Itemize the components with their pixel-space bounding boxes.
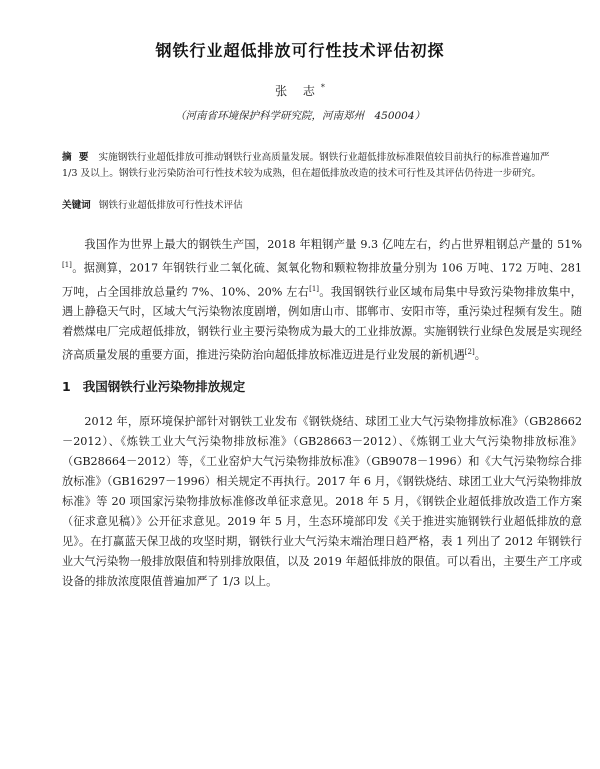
- section-heading: [62, 377, 245, 395]
- intro-paragraph: [62, 235, 582, 366]
- abstract-text: 实施钢铁行业超低排放可推动钢铁行业高质量发展。钢铁行业超低排放标准限值较目前执行的标准普遍加严 1/3 及以上。钢铁行业污染防治可行性技术较为成熟，但在超低排放改造的技术可行性及其评估仍待进一步研究。: [62, 152, 550, 179]
- intro-text-d: 。: [474, 349, 486, 363]
- keywords: [62, 198, 552, 214]
- keywords-text: 钢铁行业超低排放可行性技术评估: [98, 200, 243, 211]
- citation-ref: [1]: [309, 284, 320, 293]
- affiliation: （河南省环境保护科学研究院，河南郑州 450004）: [174, 110, 426, 122]
- citation-ref: [2]: [464, 348, 475, 357]
- section-number: 1: [62, 379, 71, 394]
- intro-text-b: 。据测算，2017 年钢铁行业二氧化硫、氮氧化物和颗粒物排放量分别为 106 万吨、172 万吨、281 万吨，占全国排放总量约 7%、10%、20% 左右: [62, 261, 582, 299]
- abstract: [62, 150, 552, 182]
- section-title: 我国钢铁行业污染物排放规定: [82, 379, 246, 394]
- author-footnote-mark: *: [320, 83, 325, 92]
- author-name: 张 志: [275, 84, 321, 98]
- keywords-label: 关键词: [62, 200, 91, 211]
- abstract-label: 摘 要: [62, 152, 91, 163]
- section1-paragraph: 2012 年，原环境保护部针对钢铁工业发布《钢铁烧结、球团工业大气污染物排放标准》（GB28662－2012）、《炼铁工业大气污染物排放标准》（GB28663－2012）、《炼钢工业大气污染物排放标准》（GB28664－2012）等，《工业窑炉大气污染物排放标准》（GB9078－1996）和《大气污染物综合排放标准》（GB16297－1996）相关规定不再执行。2017 年 6 月，《钢铁烧结、球团工业大气污染物排放标准》等 20 项国家污染物排放标准修改单征求意见。2018 年 5 月，《钢铁企业超低排放改造工作方案（征求意见稿）》公开征求意见。2019 年 5 月，生态环境部印发《关于推进实施钢铁行业超低排放的意见》。在打赢蓝天保卫战的攻坚时期，钢铁行业大气污染末端治理日趋严格，表 1 列出了 2012 年钢铁行业大气污染物一般排放限值和特别排放限值，以及 2019 年超低排放的限值。可以看出，主要生产工序或设备的排放浓度限值普遍加严了 1/3 以上。: [62, 415, 582, 588]
- citation-ref: [1]: [62, 261, 72, 269]
- paper-title: 钢铁行业超低排放可行性技术评估初探: [155, 41, 445, 60]
- intro-text-a: 我国作为世界上最大的钢铁生产国，2018 年粗钢产量 9.3 亿吨左右，约占世界粗钢总产量的 51%: [84, 238, 582, 251]
- author-line: [0, 82, 600, 99]
- intro-text-c: 。我国钢铁行业区域布局集中导致污染物排放集中，遇上静稳天气时，区域大气污染物浓度剧增，例如唐山市、邯郸市、安阳市等，重污染过程频有发生。随着燃煤电厂完成超低排放，钢铁行业主要污染物成为最大的工业排放源。实施钢铁行业绿色发展是实现经济高质量发展的重要方面，推进污染防治向超低排放标准迈进是行业发展的新机遇: [62, 285, 582, 363]
